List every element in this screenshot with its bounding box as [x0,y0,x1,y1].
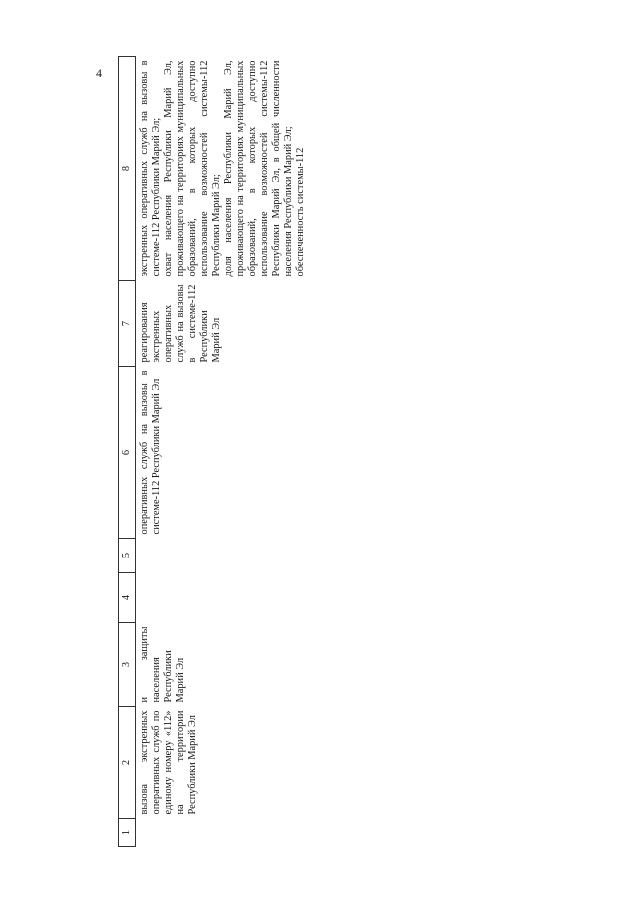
cell-col3: и защиты населения Республики Марий Эл [139,626,186,703]
indicator-4: обеспеченность системы-112 [295,147,306,277]
column-header-2: 2 [119,707,136,819]
cell-col1 [136,819,310,847]
cell-col5 [136,539,310,573]
indicator-1: экстренных оперативных служб на вызовы в системе-112 Республики Марий Эл; [139,60,162,277]
indicator-2: охват населения Республики Марий Эл, проживающего на территориях муниципальных образований, в которых доступно использование возможностей системы-112 Республики Марий Эл; [163,60,222,277]
cell-col7: реагирования экстренных оперативных служб на вызовы в системе-112 Республики Марий Эл [139,284,222,363]
column-header-7: 7 [119,281,136,367]
page-number: 4 [96,66,102,80]
column-header-5: 5 [119,539,136,573]
column-header-4: 4 [119,573,136,623]
column-header-1: 1 [119,819,136,847]
table-row [136,57,310,847]
cell-col2: вызова экстренных оперативных служб по единому номеру «112» на территории Республики Марий Эл [139,710,198,815]
indicator-3: доля населения Республики Марий Эл, проживающего на территориях муниципальных образований, в которых доступно использование возможностей системы-112 Республики Марий Эл, в общей численности населения Республики Марий Эл; [223,60,294,277]
column-header-8: 8 [119,57,136,281]
column-header-6: 6 [119,367,136,539]
cell-col8 [136,57,310,281]
cell-col6: оперативных служб на вызовы в системе-112 Республики Марий Эл [139,370,162,535]
header-row [119,57,136,847]
cell-col4 [136,573,310,623]
column-header-3: 3 [119,623,136,707]
program-table [118,56,309,847]
